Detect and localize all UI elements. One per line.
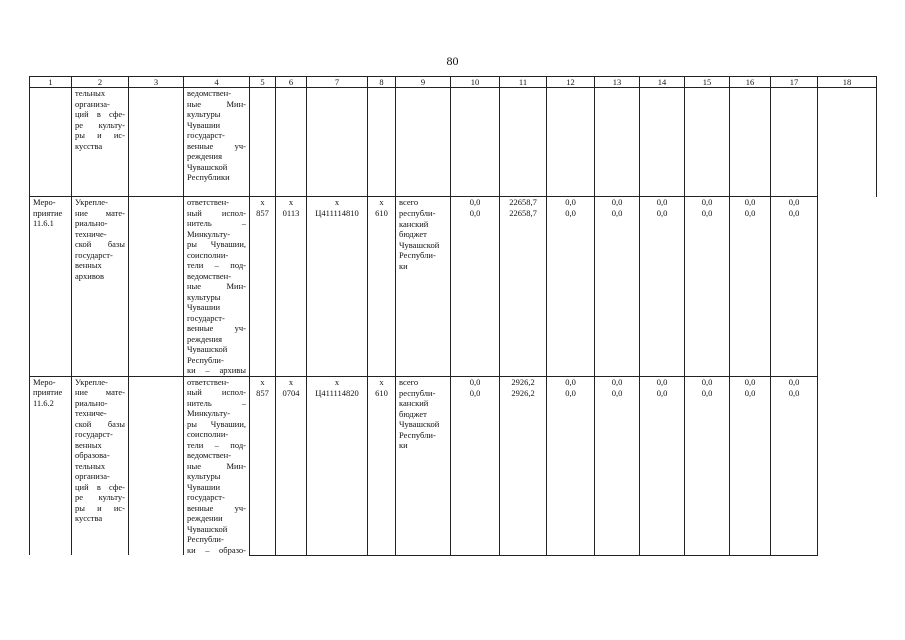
text-line: риально- — [75, 218, 108, 228]
source-cell — [396, 376, 451, 388]
text-line: Республи- — [187, 534, 224, 544]
text-line: нитель – — [187, 397, 246, 408]
text-line: Чувашии — [187, 302, 221, 312]
text-line: бюджет — [399, 408, 427, 419]
text-line: ки — [399, 260, 408, 271]
value-cell: 0,0 — [547, 208, 595, 376]
text-line: государст- — [187, 312, 225, 323]
text-line: канский — [399, 218, 429, 229]
text-line: архивов — [75, 270, 105, 281]
budget-table — [29, 76, 877, 556]
cell-col3 — [129, 88, 184, 197]
text-line: Минкульту- — [187, 228, 231, 239]
code-cell-c5: 857 — [250, 208, 276, 376]
header-cell: 7 — [307, 77, 368, 88]
header-cell: 18 — [818, 77, 877, 88]
header-cell: 1 — [30, 77, 72, 88]
header-cell: 2 — [72, 77, 129, 88]
text-line: ные Мин- — [187, 98, 246, 109]
code-cell-c7: x — [307, 376, 368, 388]
value-cell: 22658,7 — [500, 208, 547, 376]
text-line: Республи- — [187, 354, 224, 365]
text-line: республи- — [399, 208, 436, 218]
value-cell: 0,0 — [771, 208, 818, 376]
text-line: Меро- — [33, 376, 56, 387]
text-line: организа- — [75, 471, 110, 481]
header-cell: 6 — [276, 77, 307, 88]
text-line: кусства — [75, 140, 103, 151]
text-line: культуры — [187, 291, 221, 302]
value-cell: 0,0 — [640, 376, 685, 388]
value-cell: 0,0 — [595, 388, 640, 556]
value-cell: 0,0 — [547, 388, 595, 556]
code-cell-c8: x — [368, 376, 396, 388]
text-line: ки – образо- — [187, 544, 246, 555]
text-line: соисполни- — [187, 249, 229, 260]
measure-row-total — [30, 376, 877, 388]
text-line: венных — [75, 439, 102, 450]
header-cell: 17 — [771, 77, 818, 88]
text-line: тели – под- — [187, 439, 246, 450]
text-line: Республи- — [399, 250, 436, 260]
text-line: Чувашской — [187, 344, 228, 354]
code-cell-c8: 610 — [368, 388, 396, 556]
executor-cell — [184, 376, 250, 555]
header-cell: 9 — [396, 77, 451, 88]
header-cell: 12 — [547, 77, 595, 88]
header-row — [30, 77, 877, 88]
text-line: техниче- — [75, 408, 107, 418]
text-line: бюджет — [399, 229, 427, 239]
text-line: ответствен- — [187, 376, 230, 387]
value-cell: 0,0 — [595, 197, 640, 209]
header-cell: 4 — [184, 77, 250, 88]
cell-col3 — [129, 197, 184, 377]
text-line: Чувашской — [399, 419, 440, 429]
text-line: 11.6.2 — [33, 397, 54, 408]
text-line: канский — [399, 398, 429, 408]
cell-col4 — [184, 88, 250, 197]
text-line: реждении — [187, 513, 223, 523]
text-line: ный испол- — [187, 207, 246, 218]
measure-row-total — [30, 197, 877, 209]
page-number: 80 — [446, 54, 459, 68]
value-cell: 0,0 — [730, 376, 771, 388]
text-line: ные Мин- — [187, 281, 246, 291]
text-line: ций в сфе- — [75, 109, 125, 119]
text-line: Чувашской — [187, 161, 228, 172]
code-cell-c7: x — [307, 197, 368, 209]
text-line: ный испол- — [187, 387, 246, 397]
header-cell: 8 — [368, 77, 396, 88]
text-line: ные Мин- — [187, 460, 246, 471]
text-line: реждения — [187, 333, 223, 344]
text-line: ки — [399, 440, 408, 450]
text-line: ской базы — [75, 418, 125, 429]
header-cell: 14 — [640, 77, 685, 88]
text-line: Минкульту- — [187, 408, 231, 418]
text-line: ки – архивы — [187, 365, 246, 375]
value-cell: 0,0 — [451, 208, 500, 376]
value-cell: 0,0 — [595, 208, 640, 376]
code-cell-c6: x — [276, 197, 307, 209]
text-line: Укрепле- — [75, 376, 108, 387]
code-cell-c6: 0704 — [276, 388, 307, 556]
value-cell: 0,0 — [730, 197, 771, 209]
code-cell-c8: 610 — [368, 208, 396, 376]
text-line: приятие — [33, 387, 63, 397]
text-line: Чувашской — [187, 523, 228, 534]
text-line: венные уч- — [187, 323, 246, 333]
text-line: кусства — [75, 513, 103, 523]
header-cell: 13 — [595, 77, 640, 88]
text-line: всего — [399, 197, 419, 207]
value-cell: 0,0 — [685, 376, 730, 388]
text-line: организа- — [75, 98, 110, 109]
code-cell-c5: x — [250, 376, 276, 388]
text-line: нитель – — [187, 218, 246, 228]
source-cell — [396, 208, 451, 376]
value-cell: 0,0 — [771, 376, 818, 388]
value-cell: 0,0 — [771, 197, 818, 209]
measure-name-cell — [72, 197, 129, 377]
measure-id-cell — [30, 197, 72, 377]
value-cell: 0,0 — [595, 376, 640, 388]
cell-col2 — [72, 88, 129, 197]
text-line: тели – под- — [187, 260, 246, 270]
value-cell: 0,0 — [640, 208, 685, 376]
text-line: ре культу- — [75, 119, 125, 130]
text-line: Чувашии — [187, 481, 221, 492]
value-cell: 0,0 — [547, 376, 595, 388]
value-cell: 0,0 — [685, 197, 730, 209]
header-cell: 16 — [730, 77, 771, 88]
text-line: ние мате- — [75, 387, 125, 397]
text-line: реждения — [187, 151, 223, 161]
text-line: Республики — [187, 172, 230, 182]
header-cell: 5 — [250, 77, 276, 88]
measure-id-cell — [30, 376, 72, 555]
value-cell: 0,0 — [640, 388, 685, 556]
text-line: ние мате- — [75, 207, 125, 218]
text-line: ры Чувашии, — [187, 418, 246, 429]
text-line: венные уч- — [187, 140, 246, 151]
value-cell: 0,0 — [771, 388, 818, 556]
text-line: ведомствен- — [187, 270, 232, 281]
text-line: тельных — [75, 88, 106, 98]
text-line: Чувашской — [399, 239, 440, 250]
value-cell: 0,0 — [730, 208, 771, 376]
cell-col3 — [129, 376, 184, 555]
text-line: ры Чувашии, — [187, 239, 246, 249]
text-line: ры и ис- — [75, 130, 125, 140]
text-line: республи- — [399, 387, 436, 398]
cell-col1 — [30, 88, 72, 197]
header-cell: 15 — [685, 77, 730, 88]
text-line: всего — [399, 376, 419, 387]
code-cell-c5: x — [250, 197, 276, 209]
source-cell — [396, 197, 451, 209]
continuation-row — [30, 88, 877, 197]
code-cell-c8: x — [368, 197, 396, 209]
code-cell-c7: Ц411114820 — [307, 388, 368, 556]
text-line: Чувашии — [187, 119, 221, 130]
value-cell: 0,0 — [547, 197, 595, 209]
text-line: культуры — [187, 109, 221, 119]
value-cell: 2926,2 — [500, 388, 547, 556]
text-line: техниче- — [75, 228, 107, 239]
value-cell: 22658,7 — [500, 197, 547, 209]
text-line: ре культу- — [75, 492, 125, 502]
text-line: риально- — [75, 397, 108, 408]
code-cell-c6: 0113 — [276, 208, 307, 376]
text-line: ры и ис- — [75, 502, 125, 513]
text-line: государст- — [187, 492, 225, 502]
text-line: ведомствен- — [187, 450, 232, 460]
text-line: государст- — [75, 249, 113, 260]
code-cell-c6: x — [276, 376, 307, 388]
text-line: Меро- — [33, 197, 56, 207]
header-cell: 10 — [451, 77, 500, 88]
text-line: ответствен- — [187, 197, 230, 207]
text-line: Укрепле- — [75, 197, 108, 207]
value-cell: 2926,2 — [500, 376, 547, 388]
text-line: 11.6.1 — [33, 218, 54, 228]
text-line: венных — [75, 260, 102, 270]
value-cell: 0,0 — [451, 376, 500, 388]
value-cell: 0,0 — [685, 208, 730, 376]
text-line: венные уч- — [187, 502, 246, 513]
text-line: государст- — [187, 130, 225, 140]
text-line: культуры — [187, 471, 221, 481]
value-cell: 0,0 — [640, 197, 685, 209]
text-line: ведомствен- — [187, 88, 232, 98]
source-cell — [396, 388, 451, 556]
value-cell: 0,0 — [451, 388, 500, 556]
text-line: государст- — [75, 429, 113, 439]
header-cell: 3 — [129, 77, 184, 88]
code-cell-c7: Ц411114810 — [307, 208, 368, 376]
value-cell: 0,0 — [685, 388, 730, 556]
text-line: приятие — [33, 207, 63, 218]
text-line: тельных — [75, 460, 106, 471]
measure-name-cell — [72, 376, 129, 555]
text-line: ской базы — [75, 239, 125, 249]
text-line: ций в сфе- — [75, 481, 125, 492]
text-line: соисполни- — [187, 429, 229, 439]
value-cell: 0,0 — [451, 197, 500, 209]
value-cell: 0,0 — [730, 388, 771, 556]
header-cell: 11 — [500, 77, 547, 88]
text-line: Республи- — [399, 429, 436, 440]
executor-cell — [184, 197, 250, 377]
text-line: образова- — [75, 450, 110, 460]
code-cell-c5: 857 — [250, 388, 276, 556]
